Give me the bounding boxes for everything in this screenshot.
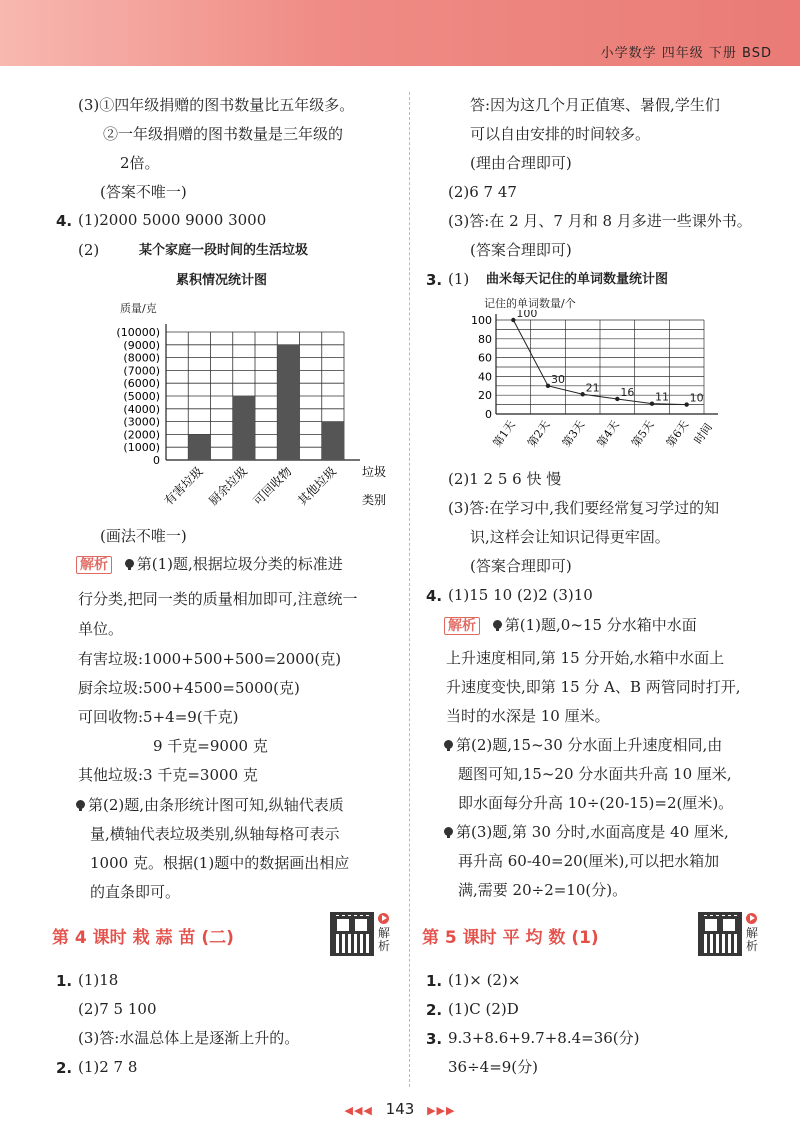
x-tick-label: 有害垃圾 [161, 464, 206, 509]
line-chart-ylabel: 记住的单词数量/个 [484, 297, 576, 310]
right-analysis-line7: 即水面每分升高 10÷(20-15)=2(厘米)。 [458, 794, 734, 812]
y-tick-label: 0 [485, 408, 492, 421]
bar [233, 396, 255, 460]
lesson4-title: 第 4 课时 栽 蒜 苗 (二) [52, 928, 234, 948]
x-axis-label: 类别 [362, 493, 387, 507]
x-tick-label: 第1天 [490, 418, 518, 450]
l4-q2-number: 2. [56, 1059, 73, 1077]
right-analysis-line10: 满,需要 20÷2=10(分)。 [458, 881, 628, 899]
right-analysis-line2: 上升速度相同,第 15 分开始,水箱中水面上 [446, 649, 725, 667]
line-chart [460, 310, 760, 470]
analysis-text: 第(1)题,0~15 分水箱中水面 [504, 616, 697, 634]
y-tick-label: (6000) [123, 377, 160, 391]
left-analysis-line4: 有害垃圾:1000+500+500=2000(克) [78, 650, 342, 668]
analysis-text: 第(2)题,由条形统计图可知,纵轴代表质 [88, 796, 344, 814]
analysis-tag: 解析 [76, 556, 112, 574]
lightbulb-icon [444, 827, 453, 836]
right-line5: (3)答:在 2 月、7 月和 8 月多进一些课外书。 [448, 212, 752, 230]
next-arrows[interactable]: ▶▶▶ [427, 1104, 456, 1117]
x-tick-label: 第6天 [663, 418, 692, 450]
y-tick-label: (9000) [123, 338, 160, 352]
left-analysis-line3: 单位。 [78, 620, 124, 638]
left-analysis-line1 [76, 556, 343, 574]
right-analysis-line8 [444, 825, 729, 840]
page-number: 143 [385, 1100, 415, 1118]
right-analysis-line5 [444, 738, 722, 753]
right-line3: (理由合理即可) [470, 154, 572, 172]
analysis-text: 第(2)题,15~30 分水面上升速度相同,由 [456, 736, 723, 754]
lightbulb-icon [444, 740, 453, 749]
right-line2: 可以自由安排的时间较多。 [470, 125, 651, 143]
y-tick-label: 20 [478, 389, 492, 403]
y-tick-label: (3000) [123, 415, 160, 429]
left-q4-part2-label: (2) [78, 241, 100, 259]
x-tick-label: 第3天 [559, 418, 588, 450]
analysis-text: 第(3)题,第 30 分时,水面高度是 40 厘米, [456, 823, 729, 841]
left-analysis-line9 [76, 798, 344, 813]
l5-q3-part2: 36÷4=9(分) [448, 1058, 539, 1076]
right-line11: (1)15 10 (2)2 (3)10 [448, 586, 593, 604]
data-point [650, 401, 654, 405]
y-tick-label: 60 [478, 351, 492, 365]
right-analysis-line9: 再升高 60-40=20(厘米),可以把水箱加 [458, 852, 720, 870]
x-axis-tail-label: 垃圾 [362, 465, 387, 479]
data-point [546, 384, 550, 388]
subject-label: 小学数学 四年级 下册 BSD [600, 46, 772, 61]
lightbulb-icon [125, 559, 134, 568]
l5-q3-part1: 9.3+8.6+9.7+8.4=36(分) [448, 1029, 640, 1047]
y-tick-label: (4000) [123, 402, 160, 416]
right-line10: (答案合理即可) [470, 557, 572, 575]
lightbulb-icon [493, 620, 502, 629]
line-chart-title: 曲米每天记住的单词数量统计图 [486, 272, 669, 287]
x-tick-label: 第4天 [594, 418, 622, 450]
l4-q1-number: 1. [56, 972, 73, 990]
left-q4-part1: (1)2000 5000 9000 3000 [78, 211, 267, 229]
left-analysis-line5: 厨余垃圾:500+4500=5000(克) [78, 679, 300, 697]
lesson5-title: 第 5 课时 平 均 数 (1) [422, 928, 599, 948]
left-q3-line3: 2倍。 [120, 154, 160, 172]
qr-label: 解析 [378, 926, 391, 953]
bar [188, 434, 210, 460]
left-q3-note: (答案不唯一) [100, 183, 187, 201]
l5-q2: (1)C (2)D [448, 1000, 519, 1018]
l4-q1-part1: (1)18 [78, 971, 119, 989]
l5-q1-number: 1. [426, 972, 443, 990]
x-axis-label: 时间 [691, 421, 715, 447]
page-header [0, 0, 800, 66]
x-tick-label: 其他垃圾 [295, 464, 339, 509]
data-label: 100 [516, 310, 538, 320]
x-tick-label: 厨余垃圾 [206, 464, 250, 509]
bar [277, 345, 299, 460]
right-q3-label: (1) [448, 270, 470, 288]
l5-q3-number: 3. [426, 1030, 443, 1048]
right-line1: 答:因为这几个月正值寒、暑假,学生们 [470, 96, 720, 114]
bar [322, 422, 344, 460]
right-analysis-line3: 升速度变快,即第 15 分 A、B 两管同时打开, [446, 678, 741, 696]
left-analysis-line6: 可回收物:5+4=9(千克) [78, 708, 239, 726]
analysis-tag: 解析 [444, 617, 480, 635]
x-tick-label: 第5天 [629, 418, 657, 450]
left-analysis-line11: 1000 克。根据(1)题中的数据画出相应 [90, 854, 350, 872]
qr-code-icon[interactable] [698, 912, 742, 956]
right-line7: (2)1 2 5 6 快 慢 [448, 470, 562, 488]
right-analysis-line4: 当时的水深是 10 厘米。 [446, 707, 610, 725]
data-label: 21 [585, 381, 600, 395]
left-analysis-line2: 行分类,把同一类的质量相加即可,注意统一 [78, 590, 358, 608]
data-label: 11 [655, 390, 669, 404]
analysis-text: 第(1)题,根据垃圾分类的标准进 [136, 555, 343, 573]
left-q4-number: 4. [56, 212, 73, 230]
bar-chart-subtitle: 累积情况统计图 [176, 273, 268, 288]
left-analysis-line8: 其他垃圾:3 千克=3000 克 [78, 766, 258, 784]
y-tick-label: 100 [471, 314, 492, 327]
right-line9: 识,这样会让知识记得更牢固。 [470, 528, 670, 546]
l4-q1-part3: (3)答:水温总体上是逐渐上升的。 [78, 1029, 300, 1047]
column-divider [409, 92, 410, 1087]
prev-arrows[interactable]: ◀◀◀ [344, 1104, 373, 1117]
l5-q1: (1)× (2)× [448, 971, 521, 989]
data-label: 16 [620, 385, 635, 399]
l4-q1-part2: (2)7 5 100 [78, 1000, 157, 1018]
right-analysis-line1 [444, 617, 697, 635]
y-tick-label: (10000) [116, 326, 160, 339]
data-point [684, 402, 688, 406]
y-tick-label: (8000) [123, 351, 160, 365]
left-analysis-line10: 量,横轴代表垃圾类别,纵轴每格可表示 [90, 825, 340, 843]
data-point [511, 318, 515, 322]
data-label: 30 [551, 372, 565, 386]
lightbulb-icon [76, 800, 85, 809]
y-tick-label: 0 [153, 454, 160, 467]
right-line6: (答案合理即可) [470, 241, 572, 259]
play-icon[interactable] [378, 913, 389, 924]
l4-q2-part1: (1)2 7 8 [78, 1058, 138, 1076]
qr-code-icon[interactable] [330, 912, 374, 956]
y-tick-label: (2000) [123, 428, 160, 442]
right-line8: (3)答:在学习中,我们要经常复习学过的知 [448, 499, 720, 517]
x-tick-label: 第2天 [525, 418, 553, 450]
bar-chart-ylabel: 质量/克 [120, 302, 157, 315]
bar-chart-title: 某个家庭一段时间的生活垃圾 [139, 243, 309, 258]
left-q3-line2: ②一年级捐赠的图书数量是三年级的 [103, 125, 344, 143]
data-label: 10 [689, 391, 704, 405]
bar-chart [90, 318, 400, 518]
qr-label: 解析 [746, 926, 759, 953]
right-line4: (2)6 7 47 [448, 183, 517, 201]
l5-q2-number: 2. [426, 1001, 443, 1019]
right-q4-number: 4. [426, 587, 443, 605]
left-analysis-line12: 的直条即可。 [90, 883, 181, 901]
y-tick-label: 80 [478, 332, 492, 346]
play-icon[interactable] [746, 913, 757, 924]
page-footer [0, 1100, 800, 1118]
right-q3-number: 3. [426, 271, 443, 289]
y-tick-label: (1000) [123, 441, 160, 455]
left-draw-note: (画法不唯一) [100, 527, 187, 545]
data-point [615, 397, 619, 401]
x-tick-label: 可回收物 [250, 464, 295, 509]
y-tick-label: (5000) [123, 390, 160, 403]
data-point [580, 392, 584, 396]
left-analysis-line7: 9 千克=9000 克 [153, 737, 268, 755]
left-q3-line1: (3)①四年级捐赠的图书数量比五年级多。 [78, 96, 355, 114]
y-tick-label: (7000) [123, 364, 160, 378]
right-analysis-line6: 题图可知,15~20 分水面共升高 10 厘米, [458, 765, 732, 783]
y-tick-label: 40 [478, 370, 492, 384]
